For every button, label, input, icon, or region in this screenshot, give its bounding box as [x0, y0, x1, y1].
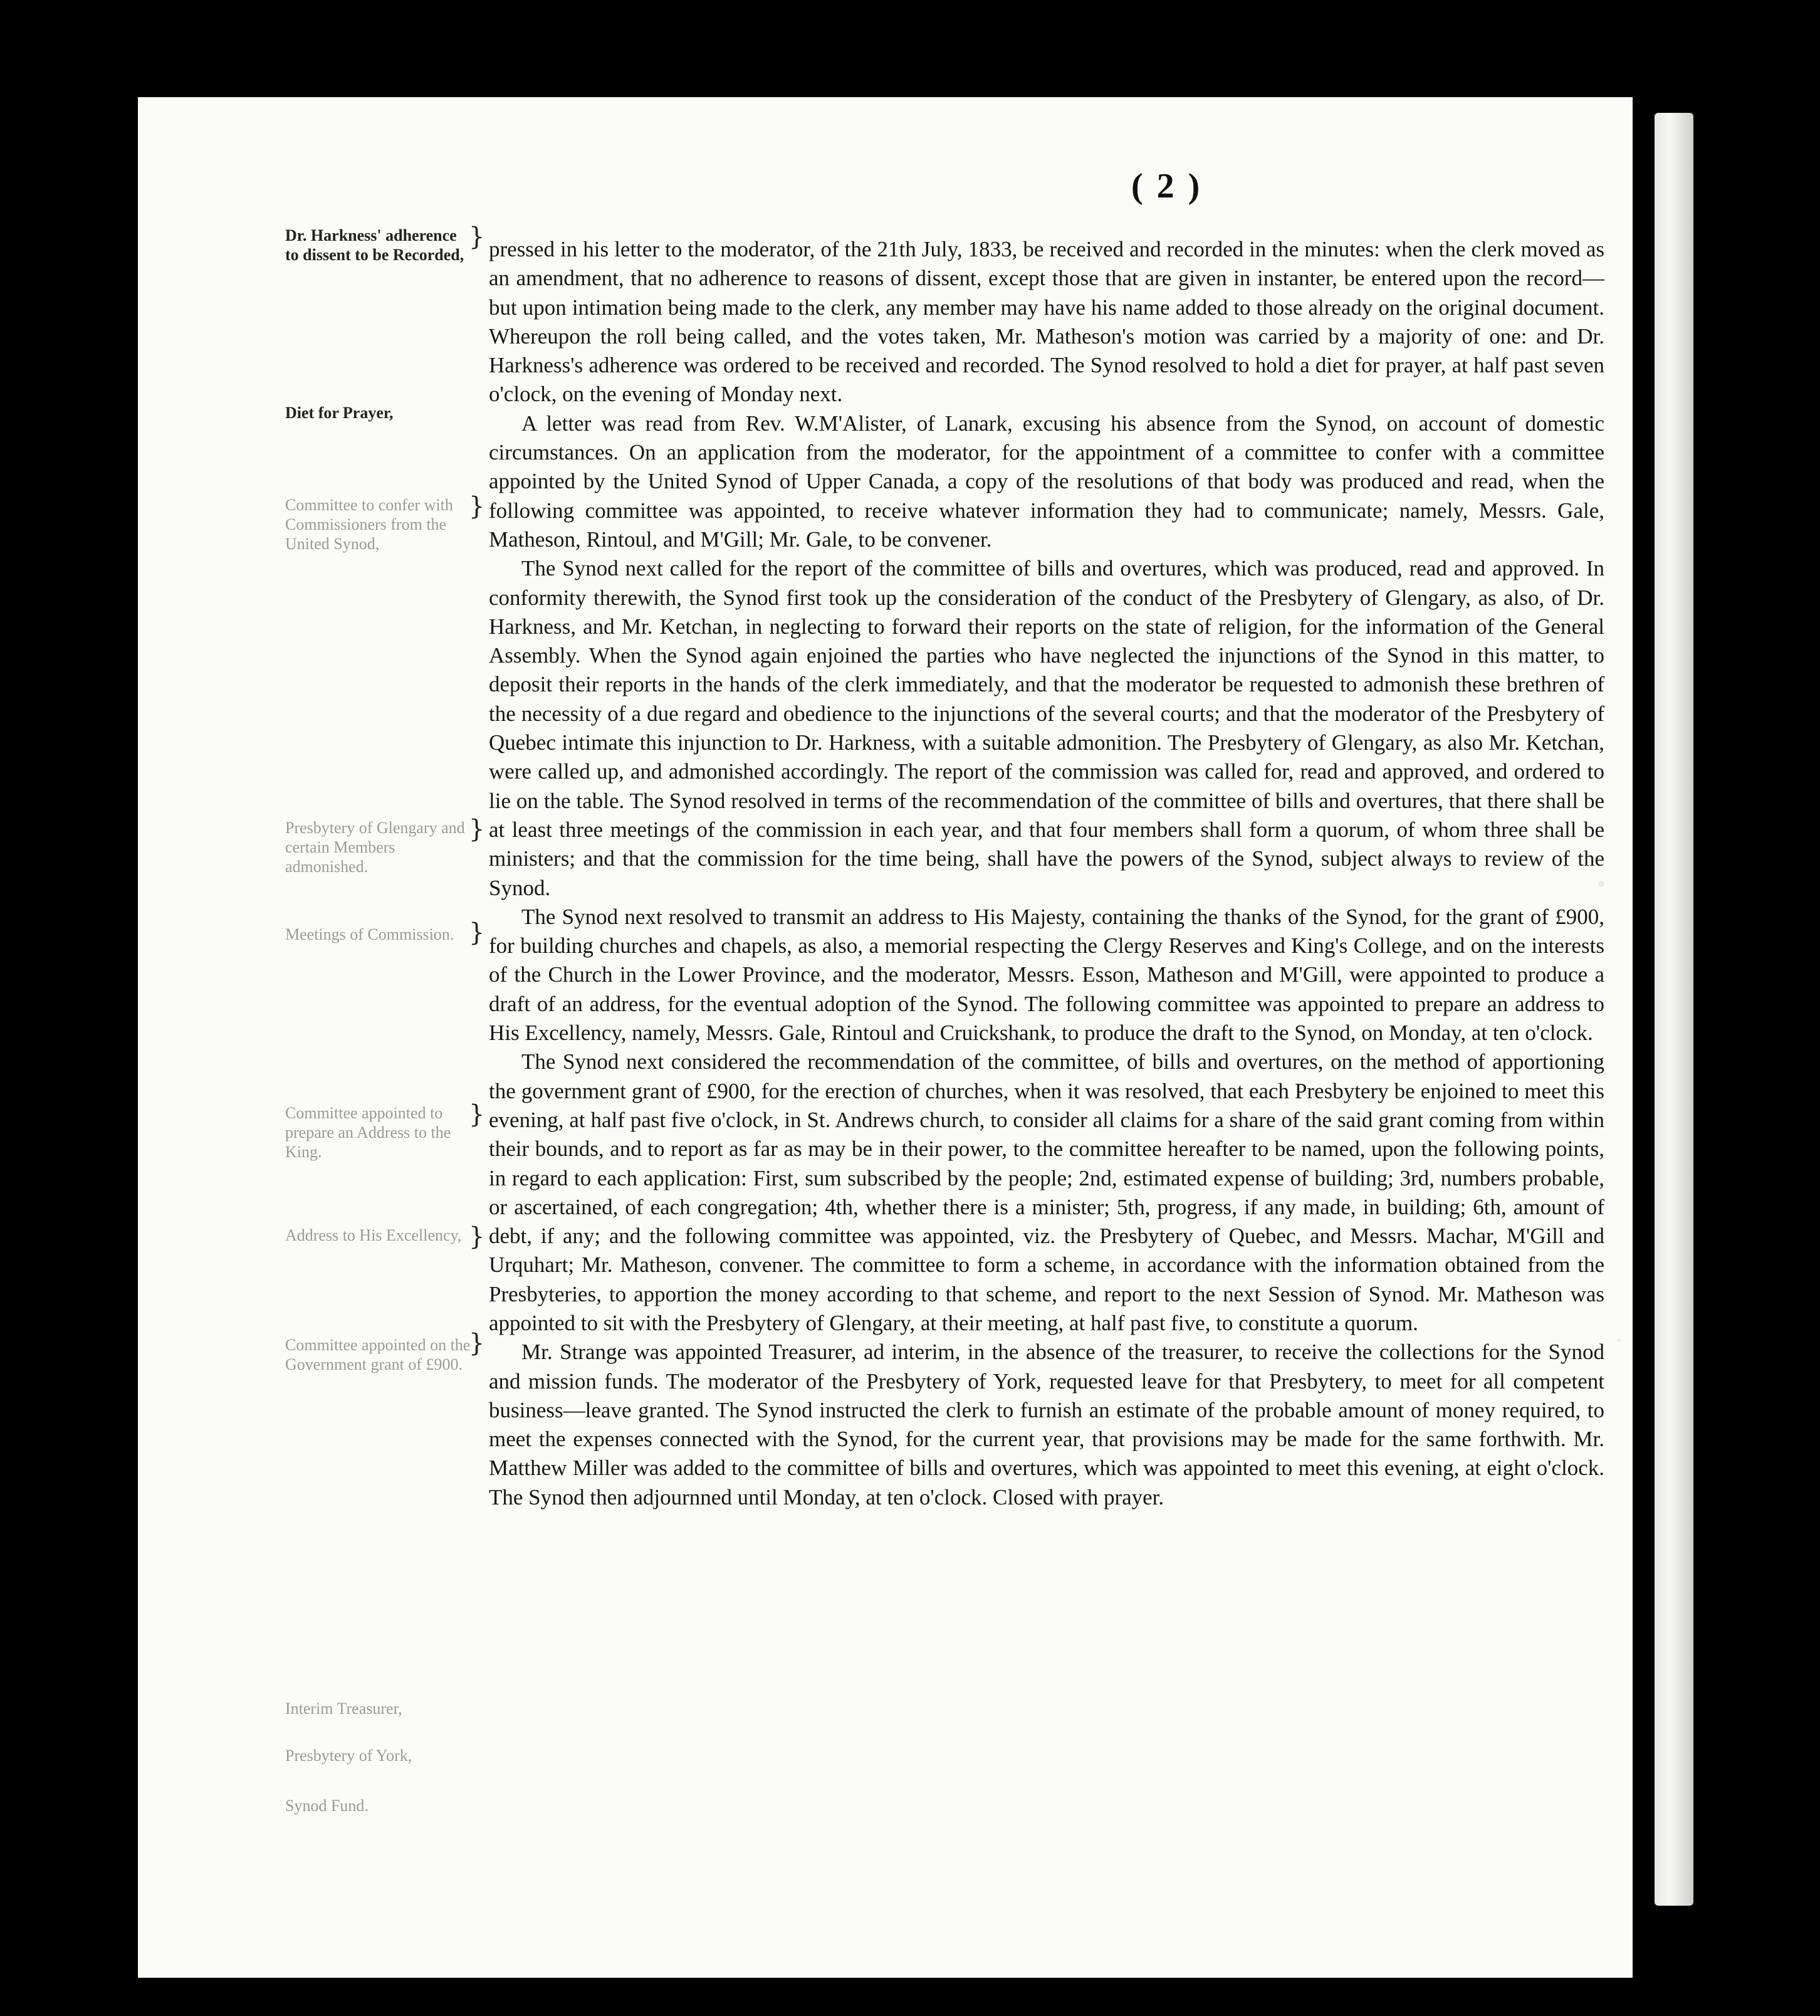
brace-mark: } — [469, 1222, 485, 1251]
paragraph: A letter was read from Rev. W.M'Alister, of Lanark, excusing his absence from the Synod, on account of domestic circumstances. On an application from the moderator, for the appointment of a committee to confer with a committee appointed by the United Synod of Upper Canada, a copy of the resolutions of that body was produced and read, when the following committee was appointed, to receive whatever information they had to communicate; namely, Messrs. Gale, Matheson, Rintoul, and M'Gill; Mr. Gale, to be convener. — [489, 411, 1604, 552]
margin-note-commission: Meetings of Commission. — [285, 925, 454, 943]
brace-mark: } — [469, 223, 485, 251]
brace-mark: } — [469, 1329, 485, 1358]
adjacent-page-edge — [1655, 113, 1693, 1906]
page-number: ( 2 ) — [1131, 167, 1203, 206]
paragraph: The Synod next considered the recommendation of the committee, of bills and overtures, on the method of apportioning the government grant of £900, for the erection of churches, when it was resolved, that each Presbytery be enjoined to meet this evening, at half past five o'clock, in St. Andrews church, to consider all claims for a share of the said grant coming from within their bounds, and to report as far as may be in their power, to the committee hereafter to be named, upon the following points, in regard to each application: First, sum subscribed by the people; 2nd, estimated expense of building; 3rd, numbers probable, or ascertained, of each congregation; 4th, whether there is a minister; 5th, progress, if any made, in building; 6th, amount of debt, if any; and the following committee was appointed, viz. the Presbytery of Quebec, and Messrs. Machar, M'Gill and Urquhart; Mr. Matheson, convener. The committee to form a scheme, in accordance with the information obtained from the Presbyteries, to apportion the money according to that scheme, and report to the next Session of Synod. Mr. Matheson was appointed to sit with the Presbytery of Glengary, at their meeting, at half past five, to constitute a quorum. — [489, 1049, 1604, 1335]
brace-mark: } — [469, 1100, 485, 1129]
brace-mark: } — [469, 918, 485, 947]
margin-note-synod-fund: Synod Fund. — [285, 1797, 369, 1815]
margin-note-address-excellency: Address to His Excellency, — [285, 1226, 462, 1244]
paragraph: Mr. Strange was appointed Treasurer, ad interim, in the absence of the treasurer, to receive the collections for the Synod and mission funds. The moderator of the Presbytery of York, requested leave for that Presbytery, to meet for all competent business—leave granted. The Synod instructed the clerk to furnish an estimate of the probable amount of money required, to meet the expenses connected with the Synod, for the current year, that provisions may be made for the same forthwith. Mr. Matthew Miller was added to the committee of bills and overtures, which was appointed to meet this evening, at eight o'clock. The Synod then adjournned until Monday, at ten o'clock. Closed with prayer. — [489, 1340, 1604, 1509]
margin-note-prayer: Diet for Prayer, — [285, 404, 394, 422]
margin-note-treasurer: Interim Treasurer, — [285, 1699, 402, 1718]
margin-notes — [138, 97, 489, 1978]
brace-mark: } — [469, 492, 485, 521]
paragraph: The Synod next resolved to transmit an address to His Majesty, containing the thanks of the Synod, for the grant of £900, for building churches and chapels, as also, a memorial respecting the Clergy Reserves and King's College, and on the interests of the Church in the Lower Province, and the moderator, Messrs. Esson, Matheson and M'Gill, were appointed to produce a draft of an address, for the eventual adoption of the Synod. The following committee was appointed to prepare an address to His Excellency, namely, Messrs. Gale, Rintoul and Cruickshank, to produce the draft to the Synod, on Monday, at ten o'clock. — [489, 904, 1604, 1046]
brace-mark: } — [469, 815, 485, 844]
margin-note-committee-confer: Committee to confer with Commissioners from the United Synod, — [285, 496, 453, 553]
paragraph: pressed in his letter to the moderator, of the 21th July, 1833, be received and recorded in the minutes: when the clerk moved as an amendment, that no adherence to reasons of dissent, except those that are given in instanter, be entered upon the record—but upon intimation being made to the clerk, any member may have his name added to those already on the original document. Whereupon the roll being called, and the votes taken, Mr. Matheson's motion was carried by a majority of one: and Dr. Harkness's adherence was ordered to be received and recorded. The Synod resolved to hold a diet for prayer, at half past seven o'clock, on the evening of Monday next. — [489, 237, 1604, 407]
margin-note-york: Presbytery of York, — [285, 1746, 412, 1765]
margin-note-grant: Committee appointed on the Government grant of £900. — [285, 1336, 471, 1373]
paragraph: The Synod next called for the report of the committee of bills and overtures, which was produced, read and approved. In conformity therewith, the Synod first took up the consideration of the conduct of the Presbytery of Glengary, as also, of Dr. Harkness, and Mr. Ketchan, in neglecting to forward their reports on the state of religion, for the information of the General Assembly. When the Synod again enjoined the parties who have neglected the injunctions of the Synod in this matter, to deposit their reports in the hands of the clerk immediately, and that the moderator be requested to admonish these brethren of the necessity of a due regard and obedience to the injunctions of the several courts; and that the moderator of the Presbytery of Quebec intimate this injunction to Dr. Harkness, with a suitable admonition. The Presbytery of Glengary, as also Mr. Ketchan, were called up, and admonished accordingly. The report of the commission was called for, read and approved, and ordered to lie on the table. The Synod resolved in terms of the recommendation of the committee of bills and overtures, that there shall be at least three meetings of the commission in each year, and that four members shall form a quorum, of whom three shall be ministers; and that the commission for the time being, shall have the powers of the Synod, subject always to review of the Synod. — [489, 556, 1604, 900]
margin-note-dissent: Dr. Harkness' adherence to dissent to be Recorded, — [285, 226, 464, 264]
margin-note-address-king: Committee appointed to prepare an Address to the King. — [285, 1104, 451, 1161]
body-text — [489, 235, 1604, 1512]
document-page — [138, 97, 1633, 1978]
margin-note-glengary: Presbytery of Glengary and certain Members admonished. — [285, 819, 465, 876]
